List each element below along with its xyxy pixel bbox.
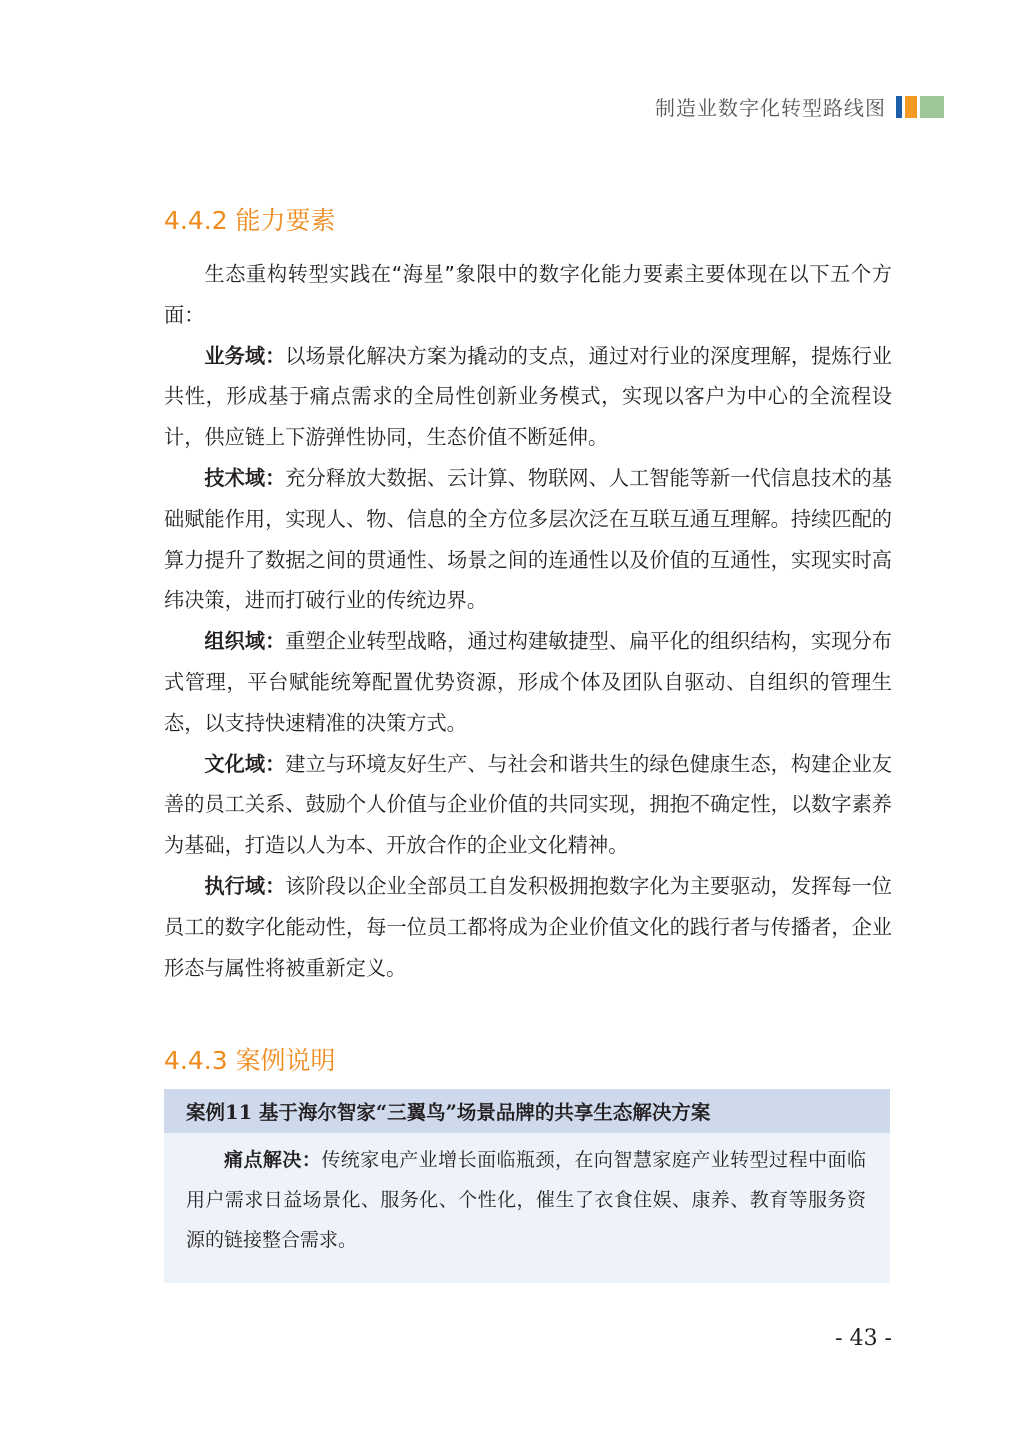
paragraph-label: 业务域： bbox=[204, 343, 286, 368]
section-heading-4-4-2: 4.4.2 能力要素 bbox=[164, 206, 336, 235]
paragraph-text: 重塑企业转型战略，通过构建敏捷型、扁平化的组织结构，实现分布式管理，平台赋能统筹配置优势资源，形成个体及团队自驱动、自组织的管理生态，以支持快速精准的决策方式。 bbox=[164, 629, 892, 735]
paragraph-text: 建立与环境友好生产、与社会和谐共生的绿色健康生态，构建企业友善的员工关系、鼓励个人价值与企业价值的共同实现，拥抱不确定性，以数字素养为基础，打造以人为本、开放合作的企业文化精神。 bbox=[164, 751, 892, 858]
section-4-4-2-body bbox=[164, 254, 892, 988]
paragraph-label: 文化域： bbox=[204, 751, 286, 776]
paragraph-culture-domain bbox=[164, 744, 892, 866]
paragraph-label: 执行域： bbox=[204, 873, 286, 898]
paragraph-label: 组织域： bbox=[204, 629, 286, 654]
paragraph-text: 以场景化解决方案为撬动的支点，通过对行业的深度理解，提炼行业共性，形成基于痛点需求的全局性创新业务模式，实现以客户为中心的全流程设计，供应链上下游弹性协同，生态价值不断延伸。 bbox=[164, 343, 892, 450]
paragraph-label: 技术域： bbox=[204, 465, 286, 490]
paragraph-business-domain bbox=[164, 336, 892, 458]
paragraph-text: 该阶段以企业全部员工自发积极拥抱数字化为主要驱动，发挥每一位员工的数字化能动性，每一位员工都将成为企业价值文化的践行者与传播者，企业形态与属性将被重新定义。 bbox=[164, 873, 892, 980]
running-header-title: 制造业数字化转型路线图 bbox=[655, 96, 886, 120]
paragraph-text: 充分释放大数据、云计算、物联网、人工智能等新一代信息技术的基础赋能作用，实现人、物、信息的全方位多层次泛在互联互通互理解。持续匹配的算力提升了数据之间的贯通性、场景之间的连通性以及价值的互通性，实现实时高纬决策，进而打破行业的传统边界。 bbox=[164, 465, 892, 613]
header-bar-green bbox=[920, 96, 944, 118]
intro-paragraph: 生态重构转型实践在“海星”象限中的数字化能力要素主要体现在以下五个方面： bbox=[164, 262, 892, 327]
paragraph-execution-domain bbox=[164, 866, 892, 988]
case-body bbox=[164, 1133, 890, 1260]
paragraph-organization-domain bbox=[164, 621, 892, 743]
paragraph-technology-domain bbox=[164, 458, 892, 621]
case-box bbox=[164, 1089, 890, 1283]
case-paragraph bbox=[186, 1140, 866, 1260]
case-label: 痛点解决： bbox=[224, 1149, 322, 1171]
page-number: - 43 - bbox=[835, 1326, 892, 1351]
header-bar-orange bbox=[905, 96, 917, 118]
case-title: 案例11 基于海尔智家“三翼鸟”场景品牌的共享生态解决方案 bbox=[164, 1089, 890, 1133]
section-heading-4-4-3: 4.4.3 案例说明 bbox=[164, 1046, 336, 1075]
case-text: 传统家电产业增长面临瓶颈，在向智慧家庭产业转型过程中面临用户需求日益场景化、服务化、个性化，催生了衣食住娱、康养、教育等服务资源的链接整合需求。 bbox=[186, 1149, 866, 1251]
header-bar-blue bbox=[896, 96, 902, 118]
header-color-bars bbox=[896, 96, 944, 118]
running-header bbox=[655, 92, 944, 121]
